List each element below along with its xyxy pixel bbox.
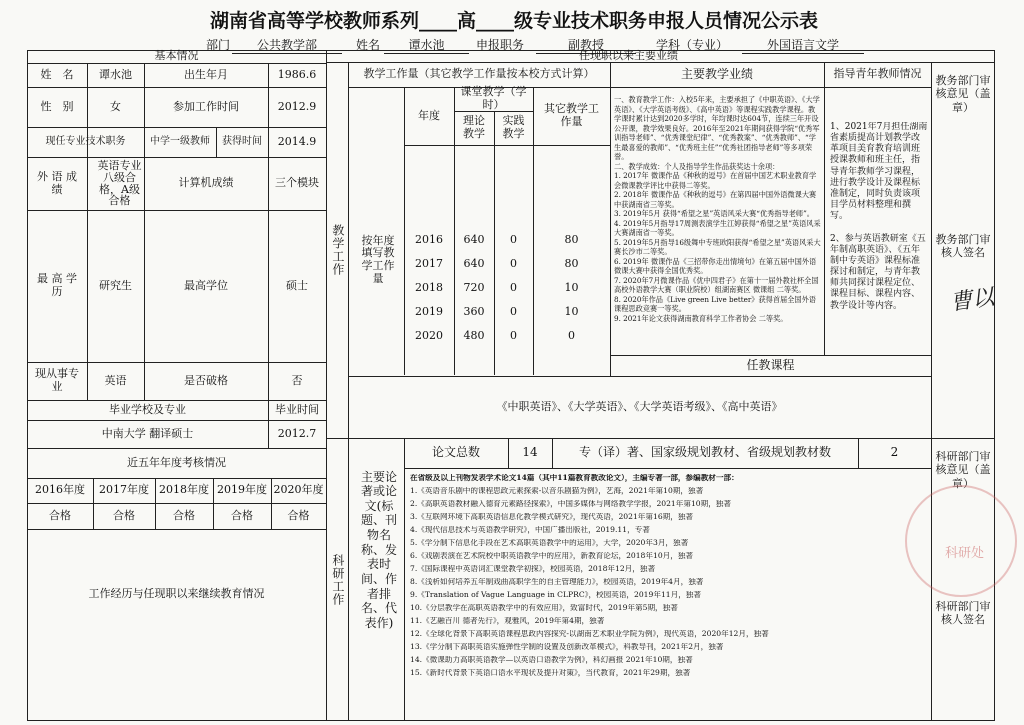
workload-year: 2019 (415, 304, 443, 318)
result-2016: 合格 (49, 508, 71, 522)
workload-practice: 0 (510, 256, 517, 270)
research-list-header: 在省级及以上刊物发表学术论文14篇（其中11篇教育教改论文），主编专著一部，参编教材一部： (410, 474, 739, 482)
list-item: 10.《分层教学在高职英语教学中的有效应用》，致富时代，2019年第5期，独著 (410, 604, 678, 612)
workload-year: 2020 (415, 328, 443, 342)
col-practice: 实践教学 (502, 114, 525, 140)
label-current-major: 现从事专业 (35, 367, 79, 393)
research-list-label: 主要论著或论文(标题、刊物名称、发表时间、作者排名、代表作) (360, 469, 397, 630)
edu-review-label: 教务部门审核意见（盖章） (935, 74, 991, 114)
workload-year: 2018 (415, 280, 443, 294)
workload-other: 80 (564, 232, 579, 246)
subject-value: 外国语言文学 (742, 36, 864, 54)
page-title: 湖南省高等学校教师系列____高____级专业技术职务申报人员情况公示表 (210, 10, 819, 32)
label-work-start: 参加工作时间 (173, 99, 239, 113)
col-year: 年度 (418, 108, 440, 122)
paper-count-label: 论文总数 (431, 445, 480, 460)
value-obtain-time: 2014.9 (277, 134, 317, 148)
workload-practice: 0 (510, 328, 517, 342)
year-2017: 2017年度 (99, 483, 149, 497)
workload-other: 0 (568, 328, 575, 342)
value-birth: 1986.6 (277, 67, 317, 81)
value-degree: 硕士 (286, 278, 308, 292)
guide-title: 指导青年教师情况 (833, 67, 922, 81)
workload-theory: 640 (463, 232, 485, 246)
value-education: 研究生 (99, 278, 132, 292)
list-item: 6.《戏剧表演在艺术院校中职英语教学中的应用》，新教育论坛，2018年10月，独著 (410, 552, 694, 560)
value-exception: 否 (291, 373, 303, 387)
workload-theory: 480 (463, 328, 485, 342)
result-2019: 合格 (231, 508, 253, 522)
label-grad-school: 毕业学校及专业 (109, 402, 186, 416)
list-item: 4.《现代信息技术与英语教学研究》，中国广播出版社，2019.11，专著 (410, 526, 650, 534)
list-item: 11.《艺融百川 德者先行》，观雅风，2019年第4期，独著 (410, 617, 605, 625)
position-value: 副教授 (536, 36, 636, 54)
workload-row-label: 按年度填写教学工作量 (361, 233, 395, 285)
label-computer: 计算机成绩 (178, 176, 234, 190)
col-theory: 理论教学 (463, 114, 485, 140)
achievements-text: 一、教育教学工作：入校5年来，主要承担了《中职英语》、《大学英语》、《大学英语考级》、《高中英语》等课程实践教学课程。教学课时累计达到2020多学时，年均课时达604节，连续三年开设公开课，教学效果良好。2016年至2021年期间获得学院“优秀军训指导老师”、“优秀课堂纪律”、“优秀教案”、“优秀教师”、“学生最喜爱的教师”、“优秀班主任”“优秀社团指导老师”等多项荣誉。 二、教学成效：个人及指导学生作品获奖达十余项： 1. 2017年 微课作品《种秋的逗号》在首届中国艺术职业教育学会微课教学评比中获得二等奖。 2. 2018年 微课作品《种秋的逗号》在第四届中国外语微课大赛中获湖南省三等奖。 3. 2019年5月 获得“希望之星”英语风采大赛“优秀指导老师”。 4. 2019年5月指导17周测表演学生江婷获得“希望之星”英语风采大赛湖南省一等奖。 5. 2019年5月指导16级舞中专班欧阳获得“希望之星”英语风采大赛长沙市二等奖。 6. 2019年 微课作品《三招带你走出情境句》在第五届中国外语微课大赛中获得全国优秀奖。 7. 2020年7月微课作品《优中四君子》在第十一届外教社杯全国高校外语教学大赛（职业院校）组湖南赛区 微课组 二等奖。 8. 2020年作品《Live green Live better》获得首届全国外语课程思政竞赛一等奖。 9. 2021年论文获得湖南教育科学工作者协会 二等奖。 (614, 95, 821, 323)
result-2020: 合格 (287, 508, 310, 522)
value-current-major: 英语 (104, 373, 127, 387)
value-language: 英语专业八级合格，A级合格 (97, 159, 142, 208)
list-item: 9.《Translation of Vague Language in CLPRC》，校园英语，2019年11月，独著 (410, 591, 701, 599)
value-computer: 三个模块 (275, 176, 319, 190)
label-grad-time: 毕业时间 (275, 402, 319, 416)
annual-review-title: 近五年年度考核情况 (127, 455, 226, 469)
edu-signer-label: 教务部门审核人签名 (935, 232, 991, 259)
research-side-label: 科研工作 (330, 553, 345, 606)
name-label: 姓名 (356, 38, 381, 52)
label-language: 外 语 成 绩 (37, 169, 77, 196)
workload-theory: 640 (463, 256, 485, 270)
workload-practice: 0 (510, 304, 517, 318)
result-2017: 合格 (113, 508, 135, 522)
position-label: 申报职务 (476, 38, 525, 52)
value-grad-time: 2012.7 (277, 426, 317, 440)
list-item: 3.《互联网环境下高职英语信息化教学模式研究》，现代英语，2021年第16期，独著 (410, 513, 694, 521)
label-education: 最 高 学 历 (37, 272, 77, 298)
basic-section-title: 基本情况 (154, 49, 199, 63)
courses-title: 任教课程 (746, 357, 795, 372)
teaching-side-label: 教学工作 (330, 224, 345, 276)
workload-other: 80 (564, 256, 579, 270)
list-item: 12.《全球化背景下高职英语课程思政内容探究-以湖南艺术职业学院为例》，现代英语，2020年12月，独著 (410, 630, 769, 638)
courses-value: 《中职英语》、《大学英语》、《大学英语考级》、《高中英语》 (496, 399, 783, 413)
label-gender: 性 别 (40, 99, 74, 113)
workload-other: 10 (564, 304, 579, 318)
sci-review-label: 科研部门审核意见（盖章） (935, 450, 991, 490)
value-work-start: 2012.9 (277, 99, 317, 113)
dept-label: 部门 (206, 38, 231, 52)
year-2020: 2020年度 (273, 483, 324, 497)
value-name: 谭水池 (99, 67, 132, 81)
workload-year: 2016 (415, 232, 443, 246)
list-item: 14.《微课助力高职英语教学—以英语口语教学为例》，科幻画报 2021年10期，独著 (410, 656, 693, 664)
label-birth: 出生年月 (184, 67, 228, 81)
label-obtain-time: 获得时间 (222, 136, 262, 148)
book-count-value: 2 (890, 445, 899, 460)
list-item: 5.《学分制下信息化手段在艺术高职英语教学中的运用》，大学，2020年3月，独著 (410, 539, 689, 547)
list-item: 13.《学分制下高职英语实施弹性学制的设置及创新改革模式》，科教导刊，2021年2月，独著 (410, 643, 724, 651)
signature: 曹以 (948, 285, 996, 316)
col-class-hours: 课堂教学（学时） (460, 85, 527, 111)
list-item: 2.《高职英语教材融入德育元素路径探索》，中国多媒体与网络教学学报，2021年第10期，独著 (410, 500, 731, 508)
year-2019: 2019年度 (217, 483, 267, 497)
workload-title: 教学工作量（其它教学工作量按本校方式计算） (363, 67, 595, 81)
achievements-section-title: 任现职以来主要业绩 (579, 48, 678, 62)
stamp-text: 科研处 (945, 546, 985, 561)
value-grad-school: 中南大学 翻译硕士 (101, 426, 194, 440)
value-current-title: 中学一级教师 (150, 136, 210, 148)
result-2018: 合格 (173, 508, 195, 522)
achievements-title: 主要教学业绩 (680, 66, 753, 81)
workload-year: 2017 (415, 256, 443, 270)
name-value: 谭水池 (384, 36, 469, 54)
label-current-title: 现任专业技术职务 (45, 136, 126, 148)
dept-value: 公共教学部 (232, 36, 342, 54)
list-item: 15.《新时代背景下英语口语水平现状及提升对策》，当代教育，2021年29期，独著 (410, 669, 691, 677)
year-2016: 2016年度 (35, 483, 85, 497)
label-exception: 是否破格 (184, 373, 228, 387)
workload-practice: 0 (510, 232, 517, 246)
work-experience-label: 工作经历与任现职以来继续教育情况 (88, 586, 265, 600)
workload-theory: 720 (463, 280, 485, 294)
list-item: 7.《国际课程中英语词汇课堂教学初探》，校园英语，2018年12月，独著 (410, 565, 656, 573)
paper-count-value: 14 (522, 445, 538, 460)
research-stamp (905, 485, 1017, 597)
workload-other: 10 (564, 280, 579, 294)
value-gender: 女 (110, 99, 121, 113)
year-2018: 2018年度 (159, 483, 209, 497)
workload-practice: 0 (510, 280, 517, 294)
sci-signer-label: 科研部门审核人签名 (935, 599, 991, 626)
label-degree: 最高学位 (184, 278, 228, 292)
col-other: 其它教学工作量 (544, 102, 599, 128)
subject-label: 学科（专业） (656, 38, 729, 52)
workload-theory: 360 (463, 304, 485, 318)
guide-text: 1、2021年7月担任湖南省素质提高计划教学改革项目美育教育培训班授课教师和班主任，指导青年教师学习课程，进行教学设计及课程标准制定，同时负责该项目学员材料整理和撰写。 2、参与英语教研室《五年制高职英语》、《五年制中专英语》课程标准探讨和制定，与青年教师共同探讨课程定位、课程目标、课程内容、教学设计等内容。 (830, 122, 928, 311)
book-count-label: 专（译）著、国家级规划教材、省级规划教材数 (578, 445, 831, 460)
list-item: 1.《英语音乐剧中的课程思政元素探索-以音乐剧猫为例》，艺海，2021年第10期，独著 (410, 487, 704, 495)
label-name: 姓 名 (40, 67, 74, 81)
list-item: 8.《浅析如何培养五年制戏曲高职学生的自主管理能力》，校园英语，2019年4月，独著 (410, 578, 704, 586)
